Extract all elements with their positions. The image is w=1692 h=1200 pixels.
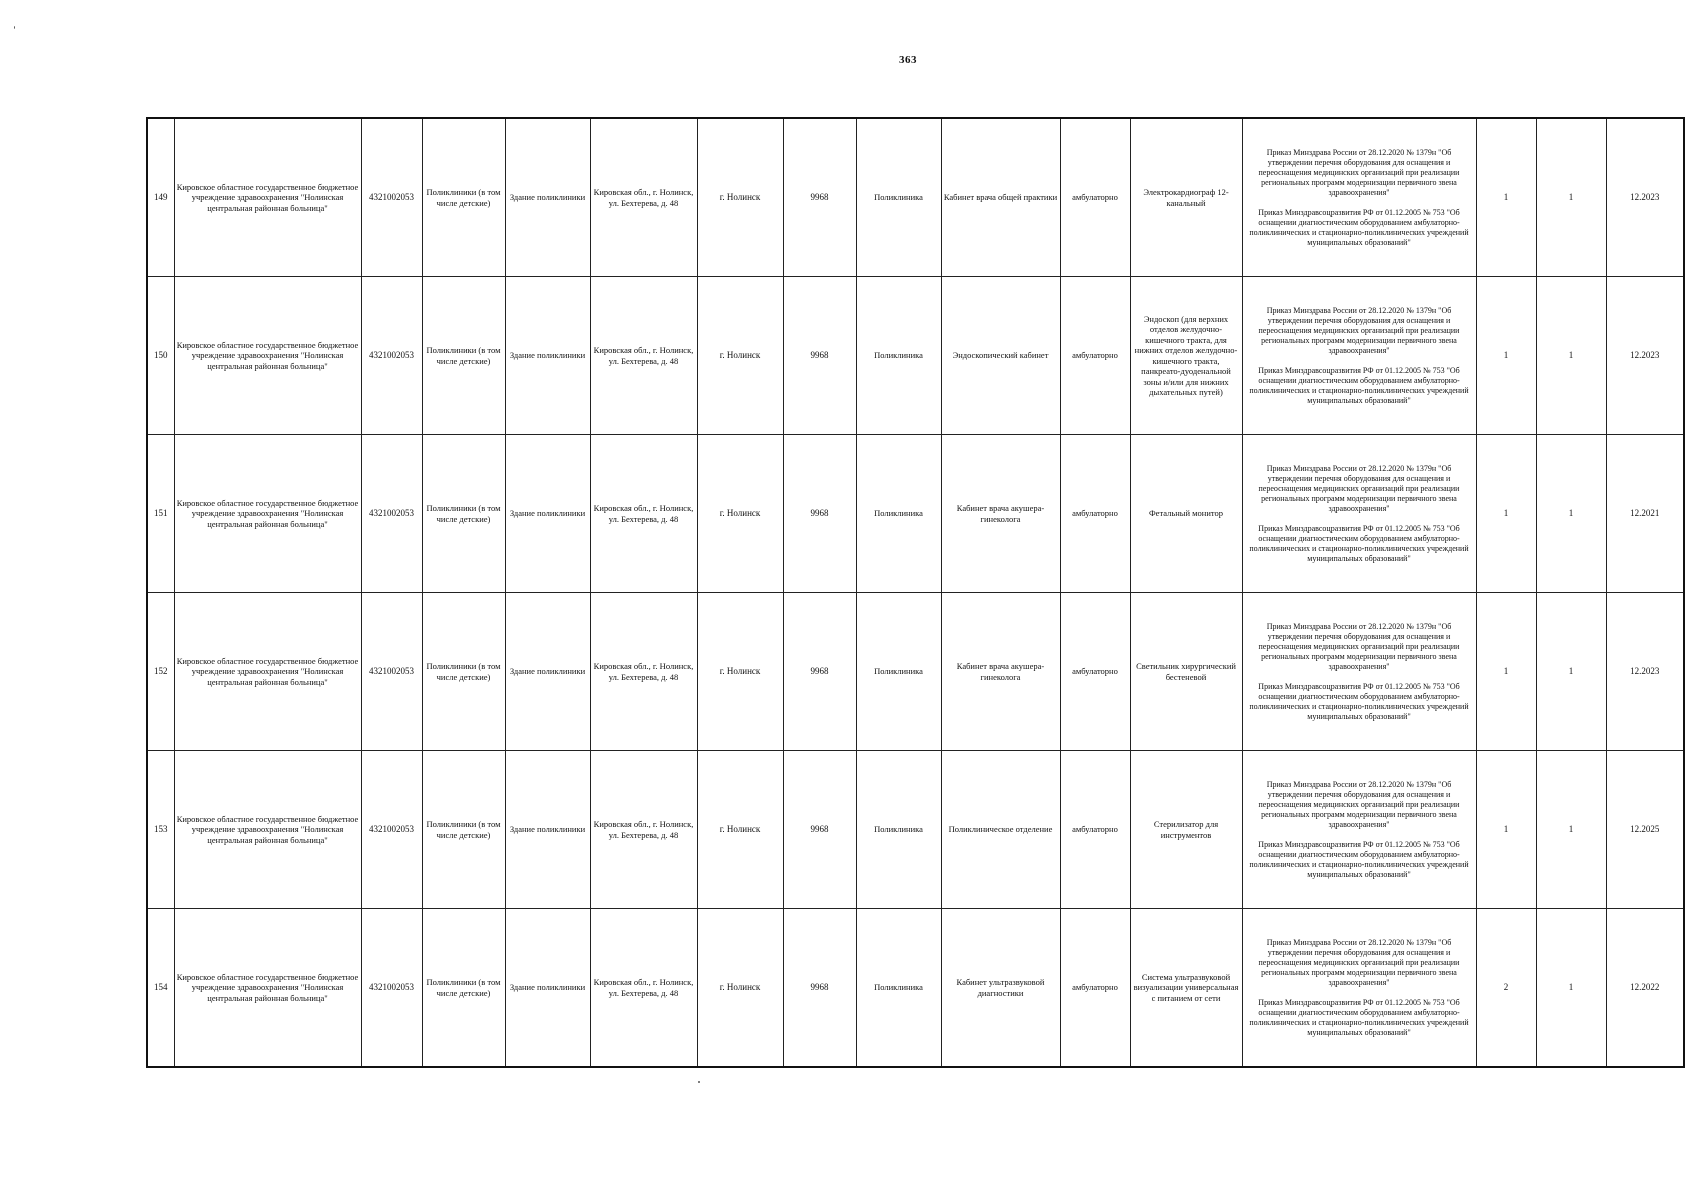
scan-speck	[698, 1081, 700, 1083]
quantity-planned-cell: 1	[1536, 277, 1606, 435]
organization-cell: Кировское областное государственное бюджетное учреждение здравоохранения "Нолинская центральная районная больница"	[174, 277, 361, 435]
date-cell: 12.2023	[1606, 118, 1684, 277]
regulation-order-753: Приказ Минздравсоцразвития РФ от 01.12.2005 № 753 "Об оснащении диагностическим оборудованием амбулаторно-поликлинических и стационарно-поликлинических учреждений муниципальных образований"	[1249, 207, 1469, 247]
table-row	[147, 909, 1684, 1068]
quantity-planned-cell: 1	[1536, 909, 1606, 1068]
organization-cell: Кировское областное государственное бюджетное учреждение здравоохранения "Нолинская центральная районная больница"	[174, 593, 361, 751]
address-cell: Кировская обл., г. Нолинск, ул. Бехтерева, д. 48	[590, 909, 697, 1068]
row-number-cell: 154	[147, 909, 174, 1068]
date-cell: 12.2025	[1606, 751, 1684, 909]
table-row	[147, 593, 1684, 751]
building-cell: Здание поликлиники	[505, 909, 590, 1068]
care-mode-cell: амбулаторно	[1060, 118, 1130, 277]
inn-cell: 4321002053	[361, 435, 422, 593]
unit-cell: Поликлиника	[856, 277, 941, 435]
date-cell: 12.2023	[1606, 593, 1684, 751]
scan-speck	[14, 26, 15, 29]
regulation-order-1379n: Приказ Минздрава России от 28.12.2020 № 1379н "Об утверждении перечня оборудования для оснащения и переоснащения медицинских организаций при реализации региональных программ модернизации первичного звена здравоохранения"	[1258, 937, 1460, 987]
city-cell: г. Нолинск	[697, 751, 783, 909]
unit-cell: Поликлиника	[856, 909, 941, 1068]
care-mode-cell: амбулаторно	[1060, 593, 1130, 751]
date-cell: 12.2021	[1606, 435, 1684, 593]
regulation-order-753: Приказ Минздравсоцразвития РФ от 01.12.2005 № 753 "Об оснащении диагностическим оборудованием амбулаторно-поликлинических и стационарно-поликлинических учреждений муниципальных образований"	[1249, 839, 1469, 879]
regulation-cell	[1242, 909, 1476, 1068]
table-row	[147, 751, 1684, 909]
date-cell: 12.2023	[1606, 277, 1684, 435]
inn-cell: 4321002053	[361, 277, 422, 435]
care-mode-cell: амбулаторно	[1060, 909, 1130, 1068]
population-cell: 9968	[783, 751, 856, 909]
population-cell: 9968	[783, 593, 856, 751]
inn-cell: 4321002053	[361, 593, 422, 751]
organization-cell: Кировское областное государственное бюджетное учреждение здравоохранения "Нолинская центральная районная больница"	[174, 751, 361, 909]
building-cell: Здание поликлиники	[505, 277, 590, 435]
quantity-cell: 1	[1476, 118, 1536, 277]
row-number-cell: 152	[147, 593, 174, 751]
quantity-cell: 1	[1476, 751, 1536, 909]
quantity-cell: 1	[1476, 593, 1536, 751]
table-row	[147, 118, 1684, 277]
page-number: 363	[899, 54, 917, 66]
city-cell: г. Нолинск	[697, 277, 783, 435]
quantity-cell: 1	[1476, 277, 1536, 435]
organization-cell: Кировское областное государственное бюджетное учреждение здравоохранения "Нолинская центральная районная больница"	[174, 435, 361, 593]
quantity-planned-cell: 1	[1536, 118, 1606, 277]
table-row	[147, 277, 1684, 435]
row-number-cell: 153	[147, 751, 174, 909]
regulation-order-1379n: Приказ Минздрава России от 28.12.2020 № 1379н "Об утверждении перечня оборудования для оснащения и переоснащения медицинских организаций при реализации региональных программ модернизации первичного звена здравоохранения"	[1258, 305, 1460, 355]
building-cell: Здание поликлиники	[505, 751, 590, 909]
regulation-cell	[1242, 593, 1476, 751]
inn-cell: 4321002053	[361, 751, 422, 909]
cabinet-cell: Кабинет ультразвуковой диагностики	[941, 909, 1060, 1068]
unit-cell: Поликлиника	[856, 435, 941, 593]
regulation-cell	[1242, 435, 1476, 593]
building-cell: Здание поликлиники	[505, 435, 590, 593]
inn-cell: 4321002053	[361, 118, 422, 277]
cabinet-cell: Кабинет врача общей практики	[941, 118, 1060, 277]
regulation-order-753: Приказ Минздравсоцразвития РФ от 01.12.2005 № 753 "Об оснащении диагностическим оборудованием амбулаторно-поликлинических и стационарно-поликлинических учреждений муниципальных образований"	[1249, 365, 1469, 405]
equipment-cell: Эндоскоп (для верхних отделов желудочно-кишечного тракта, для нижних отделов желудочно-кишечного тракта, панкреато-дуоденальной зоны и/или для нижних дыхательных путей)	[1130, 277, 1242, 435]
city-cell: г. Нолинск	[697, 118, 783, 277]
building-cell: Здание поликлиники	[505, 118, 590, 277]
quantity-planned-cell: 1	[1536, 435, 1606, 593]
care-mode-cell: амбулаторно	[1060, 277, 1130, 435]
regulation-order-753: Приказ Минздравсоцразвития РФ от 01.12.2005 № 753 "Об оснащении диагностическим оборудованием амбулаторно-поликлинических и стационарно-поликлинических учреждений муниципальных образований"	[1249, 523, 1469, 563]
regulation-order-1379n: Приказ Минздрава России от 28.12.2020 № 1379н "Об утверждении перечня оборудования для оснащения и переоснащения медицинских организаций при реализации региональных программ модернизации первичного звена здравоохранения"	[1258, 463, 1460, 513]
quantity-planned-cell: 1	[1536, 593, 1606, 751]
cabinet-cell: Кабинет врача акушера-гинеколога	[941, 435, 1060, 593]
table-row	[147, 435, 1684, 593]
inn-cell: 4321002053	[361, 909, 422, 1068]
facility-type-cell: Поликлиники (в том числе детские)	[422, 751, 505, 909]
regulation-order-753: Приказ Минздравсоцразвития РФ от 01.12.2005 № 753 "Об оснащении диагностическим оборудованием амбулаторно-поликлинических и стационарно-поликлинических учреждений муниципальных образований"	[1249, 997, 1469, 1037]
cabinet-cell: Кабинет врача акушера-гинеколога	[941, 593, 1060, 751]
address-cell: Кировская обл., г. Нолинск, ул. Бехтерева, д. 48	[590, 435, 697, 593]
row-number-cell: 150	[147, 277, 174, 435]
cabinet-cell: Эндоскопический кабинет	[941, 277, 1060, 435]
equipment-cell: Светильник хирургический бестеневой	[1130, 593, 1242, 751]
facility-type-cell: Поликлиники (в том числе детские)	[422, 909, 505, 1068]
care-mode-cell: амбулаторно	[1060, 435, 1130, 593]
quantity-cell: 2	[1476, 909, 1536, 1068]
regulation-order-1379n: Приказ Минздрава России от 28.12.2020 № 1379н "Об утверждении перечня оборудования для оснащения и переоснащения медицинских организаций при реализации региональных программ модернизации первичного звена здравоохранения"	[1258, 147, 1460, 197]
quantity-cell: 1	[1476, 435, 1536, 593]
equipment-table	[146, 117, 1685, 1068]
equipment-cell: Система ультразвуковой визуализации универсальная с питанием от сети	[1130, 909, 1242, 1068]
care-mode-cell: амбулаторно	[1060, 751, 1130, 909]
address-cell: Кировская обл., г. Нолинск, ул. Бехтерева, д. 48	[590, 118, 697, 277]
facility-type-cell: Поликлиники (в том числе детские)	[422, 593, 505, 751]
quantity-planned-cell: 1	[1536, 751, 1606, 909]
row-number-cell: 151	[147, 435, 174, 593]
city-cell: г. Нолинск	[697, 435, 783, 593]
facility-type-cell: Поликлиники (в том числе детские)	[422, 118, 505, 277]
population-cell: 9968	[783, 909, 856, 1068]
regulation-order-1379n: Приказ Минздрава России от 28.12.2020 № 1379н "Об утверждении перечня оборудования для оснащения и переоснащения медицинских организаций при реализации региональных программ модернизации первичного звена здравоохранения"	[1258, 621, 1460, 671]
address-cell: Кировская обл., г. Нолинск, ул. Бехтерева, д. 48	[590, 751, 697, 909]
address-cell: Кировская обл., г. Нолинск, ул. Бехтерева, д. 48	[590, 277, 697, 435]
population-cell: 9968	[783, 118, 856, 277]
population-cell: 9968	[783, 277, 856, 435]
equipment-cell: Электрокардиограф 12-канальный	[1130, 118, 1242, 277]
regulation-order-753: Приказ Минздравсоцразвития РФ от 01.12.2005 № 753 "Об оснащении диагностическим оборудованием амбулаторно-поликлинических и стационарно-поликлинических учреждений муниципальных образований"	[1249, 681, 1469, 721]
regulation-cell	[1242, 118, 1476, 277]
address-cell: Кировская обл., г. Нолинск, ул. Бехтерева, д. 48	[590, 593, 697, 751]
population-cell: 9968	[783, 435, 856, 593]
regulation-order-1379n: Приказ Минздрава России от 28.12.2020 № 1379н "Об утверждении перечня оборудования для оснащения и переоснащения медицинских организаций при реализации региональных программ модернизации первичного звена здравоохранения"	[1258, 779, 1460, 829]
unit-cell: Поликлиника	[856, 751, 941, 909]
regulation-cell	[1242, 751, 1476, 909]
unit-cell: Поликлиника	[856, 593, 941, 751]
cabinet-cell: Поликлиническое отделение	[941, 751, 1060, 909]
equipment-cell: Фетальный монитор	[1130, 435, 1242, 593]
regulation-cell	[1242, 277, 1476, 435]
organization-cell: Кировское областное государственное бюджетное учреждение здравоохранения "Нолинская центральная районная больница"	[174, 118, 361, 277]
facility-type-cell: Поликлиники (в том числе детские)	[422, 435, 505, 593]
city-cell: г. Нолинск	[697, 593, 783, 751]
building-cell: Здание поликлиники	[505, 593, 590, 751]
organization-cell: Кировское областное государственное бюджетное учреждение здравоохранения "Нолинская центральная районная больница"	[174, 909, 361, 1068]
row-number-cell: 149	[147, 118, 174, 277]
equipment-cell: Стерилизатор для инструментов	[1130, 751, 1242, 909]
city-cell: г. Нолинск	[697, 909, 783, 1068]
date-cell: 12.2022	[1606, 909, 1684, 1068]
facility-type-cell: Поликлиники (в том числе детские)	[422, 277, 505, 435]
unit-cell: Поликлиника	[856, 118, 941, 277]
table-body	[147, 118, 1684, 1067]
